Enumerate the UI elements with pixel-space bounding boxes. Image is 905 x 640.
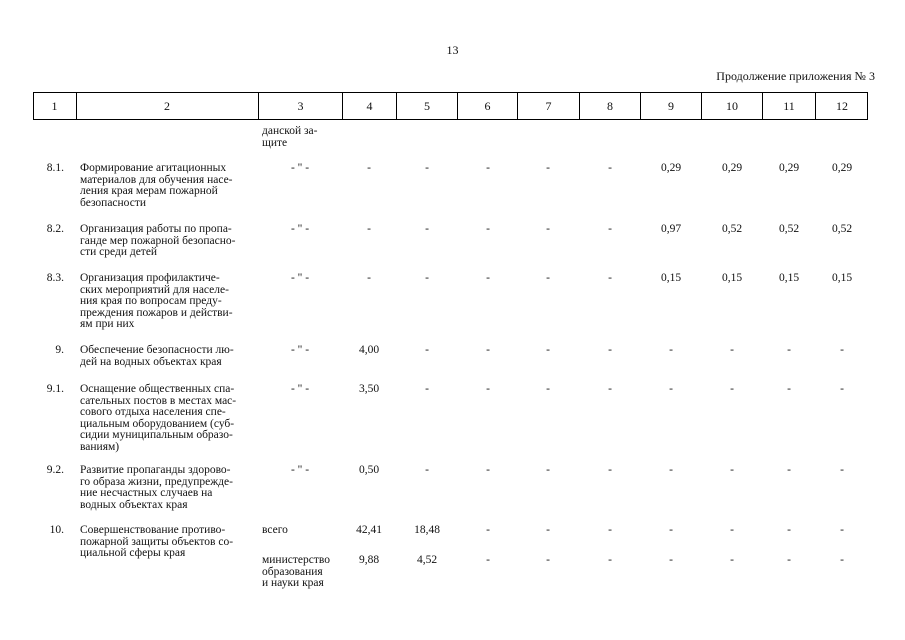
header-col-6: 6 xyxy=(458,93,518,119)
row-value-col-10: - xyxy=(730,344,734,356)
row-value-col-12: - xyxy=(840,344,844,356)
header-col-2: 2 xyxy=(76,93,259,119)
row-value-col-4: - xyxy=(367,223,371,235)
row-value-col-6: - xyxy=(486,272,490,284)
row-value-col-6: - xyxy=(486,464,490,476)
row-value-col-12: - xyxy=(840,524,844,536)
row-value-col-7: - xyxy=(546,383,550,395)
row-value-col-8: - xyxy=(608,383,612,395)
row-number: 9.1. xyxy=(46,383,64,395)
row-subcategory: - " - xyxy=(290,272,310,284)
row-value-col-8: - xyxy=(608,162,612,174)
row-value-col-4: 9,88 xyxy=(358,554,380,566)
row-subcategory: - " - xyxy=(290,162,310,174)
row-value-col-6: - xyxy=(486,162,490,174)
row-value-col-12: 0,15 xyxy=(831,272,853,284)
row-value-col-10: 0,29 xyxy=(721,162,743,174)
row-value-col-9: - xyxy=(669,524,673,536)
row-value-col-10: 0,52 xyxy=(721,223,743,235)
row-value-col-10: - xyxy=(730,383,734,395)
row-value-col-11: - xyxy=(787,554,791,566)
row-value-col-12: 0,29 xyxy=(831,162,853,174)
header-col-10: 10 xyxy=(702,93,763,119)
row-subcategory: данской за- щите xyxy=(262,125,318,149)
row-value-col-11: 0,52 xyxy=(778,223,800,235)
row-value-col-5: - xyxy=(425,344,429,356)
row-value-col-8: - xyxy=(608,344,612,356)
row-title: Совершенствование противо- пожарной защиты объектов со- циальной сферы края xyxy=(80,524,234,559)
row-value-col-7: - xyxy=(546,272,550,284)
row-number: 8.3. xyxy=(46,272,64,284)
row-number: 8.1. xyxy=(46,162,64,174)
row-subcategory: - " - xyxy=(290,344,310,356)
row-value-col-4: 4,00 xyxy=(358,344,380,356)
row-value-col-10: - xyxy=(730,524,734,536)
row-value-col-10: - xyxy=(730,464,734,476)
row-value-col-8: - xyxy=(608,524,612,536)
row-value-col-4: - xyxy=(367,272,371,284)
row-value-col-7: - xyxy=(546,162,550,174)
row-value-col-6: - xyxy=(486,554,490,566)
row-value-col-6: - xyxy=(486,383,490,395)
row-subcategory: - " - xyxy=(290,464,310,476)
row-value-col-11: - xyxy=(787,344,791,356)
row-value-col-5: - xyxy=(425,162,429,174)
row-value-col-7: - xyxy=(546,554,550,566)
continuation-label: Продолжение приложения № 3 xyxy=(716,69,875,83)
row-value-col-4: 42,41 xyxy=(356,524,382,536)
row-title: Организация профилактиче- ских мероприятий для населе- ния края по вопросам преду- преждения пожаров и действи- ям при них xyxy=(80,272,233,330)
row-value-col-9: 0,97 xyxy=(660,223,682,235)
row-value-col-8: - xyxy=(608,223,612,235)
row-title: Оснащение общественных спа- сательных постов в местах мас- сового отдыха населения спе- циальным оборудованием (суб- сидии муниципальным образо- ваниям) xyxy=(80,383,237,453)
row-title: Формирование агитационных материалов для обучения насе- ления края мерам пожарной безопасности xyxy=(80,162,233,209)
row-title: Организация работы по пропа- ганде мер пожарной безопасно- сти среди детей xyxy=(80,223,236,258)
row-value-col-5: - xyxy=(425,223,429,235)
row-value-col-4: - xyxy=(367,162,371,174)
row-value-col-9: - xyxy=(669,344,673,356)
row-value-col-10: 0,15 xyxy=(721,272,743,284)
row-value-col-7: - xyxy=(546,464,550,476)
row-title: Развитие пропаганды здорово- го образа жизни, предупрежде- ние несчастных случаев на водных объектах края xyxy=(80,464,233,511)
row-value-col-9: - xyxy=(669,464,673,476)
row-value-col-8: - xyxy=(608,272,612,284)
row-subcategory: всего xyxy=(262,524,288,536)
row-value-col-5: - xyxy=(425,383,429,395)
row-subcategory: - " - xyxy=(290,383,310,395)
header-col-12: 12 xyxy=(836,99,848,113)
row-value-col-4: 3,50 xyxy=(358,383,380,395)
row-value-col-12: 0,52 xyxy=(831,223,853,235)
row-value-col-9: 0,15 xyxy=(660,272,682,284)
header-col-3: 3 xyxy=(259,93,343,119)
header-col-1: 1 xyxy=(33,93,77,119)
row-value-col-6: - xyxy=(486,344,490,356)
row-value-col-12: - xyxy=(840,464,844,476)
header-col-5: 5 xyxy=(397,93,458,119)
row-subcategory: - " - xyxy=(290,223,310,235)
row-value-col-5: - xyxy=(425,272,429,284)
row-number: 9.2. xyxy=(46,464,64,476)
row-value-col-12: - xyxy=(840,383,844,395)
header-col-4: 4 xyxy=(343,93,397,119)
row-value-col-11: 0,29 xyxy=(778,162,800,174)
row-value-col-11: 0,15 xyxy=(778,272,800,284)
row-value-col-7: - xyxy=(546,344,550,356)
row-value-col-9: - xyxy=(669,383,673,395)
row-number: 9. xyxy=(55,344,64,356)
row-value-col-11: - xyxy=(787,524,791,536)
header-col-8: 8 xyxy=(580,93,641,119)
row-number: 8.2. xyxy=(46,223,64,235)
row-number: 10. xyxy=(49,524,64,536)
row-value-col-10: - xyxy=(730,554,734,566)
row-value-col-8: - xyxy=(608,464,612,476)
row-value-col-5: 4,52 xyxy=(416,554,438,566)
row-value-col-9: 0,29 xyxy=(660,162,682,174)
row-value-col-11: - xyxy=(787,383,791,395)
header-col-7: 7 xyxy=(518,93,580,119)
table-header xyxy=(33,92,868,120)
row-value-col-5: - xyxy=(425,464,429,476)
row-value-col-12: - xyxy=(840,554,844,566)
row-value-col-5: 18,48 xyxy=(414,524,440,536)
row-value-col-6: - xyxy=(486,223,490,235)
row-value-col-4: 0,50 xyxy=(358,464,380,476)
row-value-col-7: - xyxy=(546,223,550,235)
row-value-col-11: - xyxy=(787,464,791,476)
row-value-col-6: - xyxy=(486,524,490,536)
header-col-11: 11 xyxy=(763,93,816,119)
row-title: Обеспечение безопасности лю- дей на водных объектах края xyxy=(80,344,234,368)
row-value-col-7: - xyxy=(546,524,550,536)
header-col-9: 9 xyxy=(641,93,702,119)
row-value-col-9: - xyxy=(669,554,673,566)
row-subcategory: министерство образования и науки края xyxy=(262,554,330,589)
page-number: 13 xyxy=(446,43,459,57)
row-value-col-8: - xyxy=(608,554,612,566)
